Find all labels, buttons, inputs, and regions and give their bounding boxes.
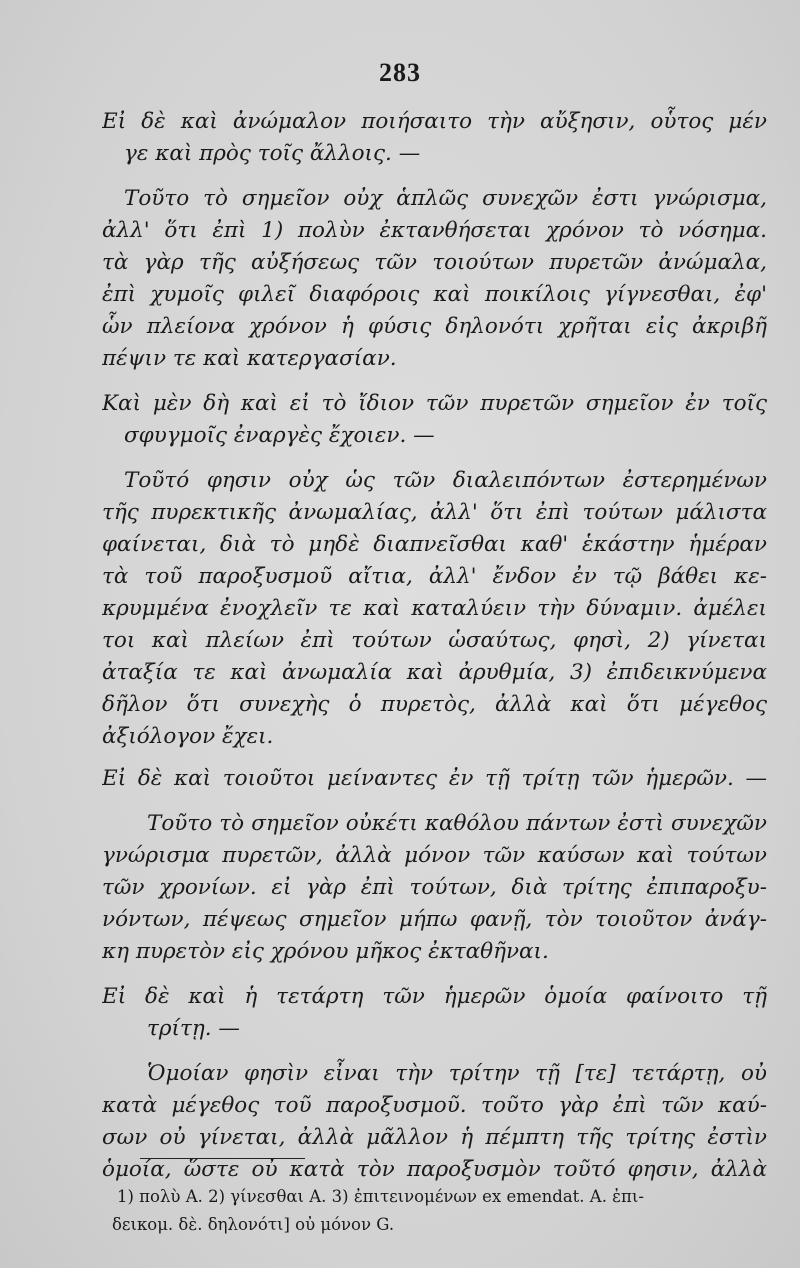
lemma-line: Καὶ μὲν δὴ καὶ εἰ τὸ ἴδιον τῶν πυρετῶν σημεῖον ἐν τοῖς [102, 391, 767, 416]
commentary-line: κρυμμένα ἐνοχλεῖν τε καὶ καταλύειν τὴν δύναμιν. ἀμέλει [102, 596, 767, 621]
commentary-line: ἀξιόλογον ἔχει. [102, 724, 274, 749]
commentary-line: πέψιν τε καὶ κατεργασίαν. [102, 346, 397, 371]
main-text [102, 106, 767, 1186]
lemma-line: τρίτῃ. — [147, 1016, 240, 1041]
commentary-line: τοι καὶ πλείων ἐπὶ τούτων ὡσαύτως, φησὶ, 2) γίνεται [102, 628, 767, 653]
footnote-separator [140, 1158, 305, 1159]
commentary-line: νόντων, πέψεως σημεῖον μήπω φανῇ, τὸν τοιοῦτον ἀνάγ- [102, 907, 767, 932]
commentary-line: φαίνεται, διὰ τὸ μηδὲ διαπνεῖσθαι καθ' ἑκάστην ἡμέραν [102, 532, 767, 557]
commentary-line: Ὁμοίαν φησὶν εἶναι τὴν τρίτην τῇ [τε] τετάρτῃ, οὐ [147, 1061, 767, 1086]
commentary-line: σων οὐ γίνεται, ἀλλὰ μᾶλλον ἡ πέμπτη τῆς τρίτης ἐστὶν [102, 1125, 767, 1150]
lemma-line: γε καὶ πρὸς τοῖς ἄλλοις. — [124, 141, 421, 166]
footnote-line: δεικομ. δὲ. δηλονότι] οὐ μόνον G. [112, 1215, 395, 1234]
commentary-line: κη πυρετὸν εἰς χρόνου μῆκος ἐκταθῆναι. [102, 939, 549, 964]
lemma-line: σφυγμοῖς ἐναργὲς ἔχοιεν. — [124, 423, 435, 448]
commentary-line: τὰ τοῦ παροξυσμοῦ αἴτια, ἀλλ' ἔνδον ἐν τῷ βάθει κε- [102, 564, 767, 589]
footnotes [102, 1183, 767, 1239]
lemma-line: Εἰ δὲ καὶ ἡ τετάρτη τῶν ἡμερῶν ὁμοία φαίνοιτο τῇ [102, 984, 767, 1009]
commentary-line: Τοῦτο τὸ σημεῖον οὐχ ἁπλῶς συνεχῶν ἐστι γνώρισμα, [124, 186, 767, 211]
commentary-line: ἀλλ' ὅτι ἐπὶ 1) πολὺν ἐκτανθήσεται χρόνον τὸ νόσημα. [102, 218, 767, 243]
commentary-line: ἀταξία τε καὶ ἀνωμαλία καὶ ἀρυθμία, 3) ἐπιδεικνύμενα [102, 660, 767, 685]
page-number: 283 [379, 58, 421, 87]
commentary-line: κατὰ μέγεθος τοῦ παροξυσμοῦ. τοῦτο γὰρ ἐπὶ τῶν καύ- [102, 1093, 767, 1118]
commentary-line: ὁμοία, ὥστε οὐ κατὰ τὸν παροξυσμὸν τοῦτό φησιν, ἀλλὰ [102, 1157, 767, 1182]
lemma-line: Εἰ δὲ καὶ τοιοῦτοι μείναντες ἐν τῇ τρίτῃ τῶν ἡμερῶν. — [102, 766, 767, 791]
commentary-line: ὧν πλείονα χρόνον ἡ φύσις δηλονότι χρῆται εἰς ἀκριβῆ [102, 314, 767, 339]
footnote-line: 1) πολὺ A. 2) γίνεσθαι A. 3) ἐπιτεινομένων ex emendat. A. ἐπι- [117, 1187, 644, 1206]
commentary-line: Τοῦτο τὸ σημεῖον οὐκέτι καθόλου πάντων ἐστὶ συνεχῶν [147, 811, 767, 836]
commentary-line: γνώρισμα πυρετῶν, ἀλλὰ μόνον τῶν καύσων καὶ τούτων [102, 843, 767, 868]
commentary-line: Τοῦτό φησιν οὐχ ὡς τῶν διαλειπόντων ἐστερημένων [124, 468, 767, 493]
commentary-line: τὰ γὰρ τῆς αὐξήσεως τῶν τοιούτων πυρετῶν ἀνώμαλα, [102, 250, 767, 275]
commentary-line: τῶν χρονίων. εἰ γὰρ ἐπὶ τούτων, διὰ τρίτης ἐπιπαροξυ- [102, 875, 767, 900]
commentary-line: ἐπὶ χυμοῖς φιλεῖ διαφόροις καὶ ποικίλοις γίγνεσθαι, ἐφ' [102, 282, 767, 307]
commentary-line: τῆς πυρεκτικῆς ἀνωμαλίας, ἀλλ' ὅτι ἐπὶ τούτων μάλιστα [102, 500, 767, 525]
commentary-line: δῆλον ὅτι συνεχὴς ὁ πυρετὸς, ἀλλὰ καὶ ὅτι μέγεθος [102, 692, 767, 717]
lemma-line: Εἰ δὲ καὶ ἀνώμαλον ποιήσαιτο τὴν αὔξησιν, οὗτος μέν [102, 109, 767, 134]
